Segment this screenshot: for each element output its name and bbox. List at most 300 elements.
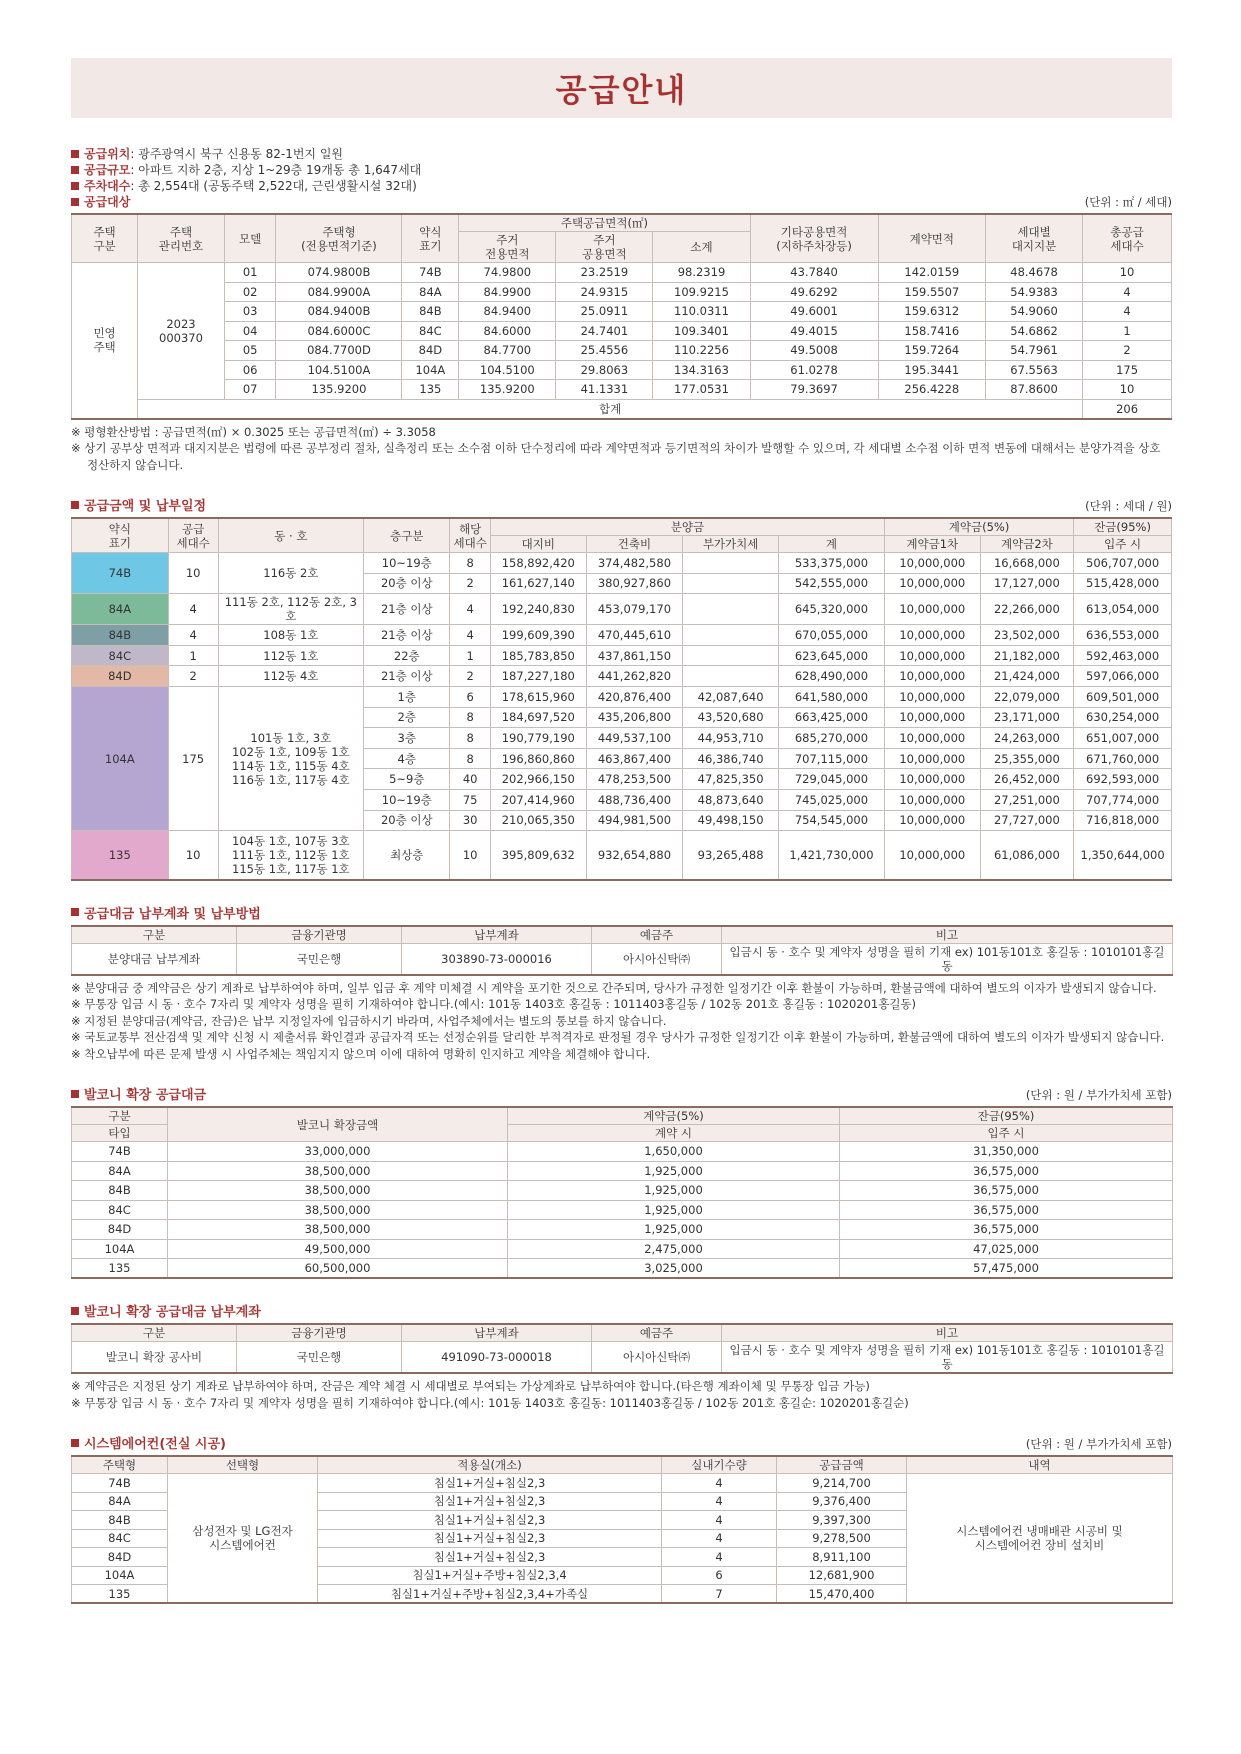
table-cell: 628,490,000 [778,666,884,687]
table-cell: 636,553,000 [1074,625,1172,646]
table-row [72,1161,1173,1181]
table-cell: 합계 [138,399,1083,419]
table-row [72,1181,1173,1201]
table-cell: 716,818,000 [1074,810,1172,831]
table-header-cell: 계약금1차 [884,536,980,553]
table-header-cell: 계약면적 [878,214,985,263]
table-cell: 1,650,000 [508,1142,840,1162]
table-header-cell: 세대별 대지지분 [986,214,1083,263]
table-cell: 48.4678 [986,263,1083,283]
table-cell: 02 [224,282,276,302]
table-cell: 삼성전자 및 LG전자 시스템에어컨 [168,1474,318,1604]
table-cell: 21,424,000 [980,666,1074,687]
table-cell: 533,375,000 [778,553,884,574]
table-cell: 4 [1083,282,1172,302]
table-cell: 31,350,000 [840,1142,1173,1162]
table-cell: 10,000,000 [884,594,980,625]
table-cell: 10,000,000 [884,707,980,728]
table-cell: 74B [72,1474,168,1493]
table-cell: 202,966,150 [490,769,586,790]
table-cell: 국민은행 [237,1342,402,1374]
table-cell: 24.9315 [556,282,653,302]
table-cell: 1층 [364,686,450,707]
table-cell: 199,609,390 [490,625,586,646]
table-cell: 10,000,000 [884,553,980,574]
table-cell: 25.0911 [556,302,653,322]
table-cell: 84B [402,302,459,322]
table-header-cell: 비고 [722,926,1173,944]
table-cell: 4 [168,594,218,625]
account-table [71,925,1173,976]
table-header-cell: 약식 표기 [72,518,169,553]
table-cell [683,573,779,594]
table-cell: 75 [450,789,491,810]
table-cell: 84C [402,321,459,341]
table-cell: 38,500,000 [168,1181,508,1201]
table-row [72,1239,1173,1259]
section-balcony: 발코니 확장 공급대금 (단위 : 원 / 부가가치세 포함) [71,1084,1172,1103]
table-header-cell: 비고 [722,1324,1173,1342]
table-cell: 1,925,000 [508,1220,840,1240]
table-cell: 입금시 동 · 호수 및 계약자 성명을 필히 기재 ex) 101동101호 홍길동 : 1010101홍길동 [722,943,1173,975]
table-cell: 9,278,500 [777,1529,907,1548]
table-cell: 4 [662,1474,777,1493]
table-row [72,686,1172,707]
bullet-icon [71,198,79,206]
table-cell: 침실1+거실+침실2,3 [318,1492,662,1511]
table-cell: 26,452,000 [980,769,1074,790]
table-cell: 10 [1083,263,1172,283]
table-cell: 30 [450,810,491,831]
table-cell: 60,500,000 [168,1259,508,1279]
table-cell: 449,537,100 [586,728,683,749]
table-row [72,594,1172,625]
table-cell: 10,000,000 [884,573,980,594]
table-cell: 24.7401 [556,321,653,341]
table-cell: 435,206,800 [586,707,683,728]
table-cell: 22층 [364,645,450,666]
table-header-cell: 해당 세대수 [450,518,491,553]
table-header-cell: 주택 구분 [72,214,138,263]
table-row [72,1220,1173,1240]
table-cell: 692,593,000 [1074,769,1172,790]
table-cell: 침실1+거실+주방+침실2,3,4+가족실 [318,1585,662,1604]
table-cell: 4 [662,1548,777,1567]
table-cell: 645,320,000 [778,594,884,625]
table-header-cell: 소계 [653,232,750,263]
table-header-cell: 계약금2차 [980,536,1074,553]
table-header-cell: 모델 [224,214,276,263]
table-cell: 195.3441 [878,360,985,380]
table-cell: 8 [450,748,491,769]
bullet-icon [71,150,79,158]
table-cell: 109.9215 [653,282,750,302]
table-cell: 4 [662,1511,777,1530]
table-cell: 54.7961 [986,341,1083,361]
table-cell: 187,227,180 [490,666,586,687]
note-item: ※ 분양대금 중 계약금은 상기 계좌로 납부하여야 하며, 일부 입금 후 계약 미체결 시 계약을 포기한 것으로 간주되며, 당사가 규정한 일정기간 이후 환불이 가능하며, 환불금액에 대하여 별도의 이자가 발생되지 않습니다. [71,980,1157,995]
table-header-cell: 기타공용면적 (지하주차장등) [750,214,878,263]
table-cell: 158,892,420 [490,553,586,574]
table-cell: 4 [1083,302,1172,322]
table-cell: 38,500,000 [168,1161,508,1181]
table-cell: 2 [168,666,218,687]
table-header-cell: 동 · 호 [218,518,364,553]
table-cell: 110.2256 [653,341,750,361]
table-cell: 20층 이상 [364,573,450,594]
table-cell [683,666,779,687]
table-cell: 110.0311 [653,302,750,322]
table-cell: 104A [402,360,459,380]
page-title: 공급안내 [555,71,688,109]
table-cell: 613,054,000 [1074,594,1172,625]
table-cell: 478,253,500 [586,769,683,790]
table-cell: 23.2519 [556,263,653,283]
table-cell: 135 [72,1259,168,1279]
table-row [72,518,1172,536]
table-cell: 93,265,488 [683,831,779,880]
table-cell: 8 [450,707,491,728]
table-header-cell: 계약금(5%) [508,1107,840,1125]
table-cell: 10~19층 [364,553,450,574]
table-cell: 159.5507 [878,282,985,302]
table-cell: 488,736,400 [586,789,683,810]
table-cell: 38,500,000 [168,1200,508,1220]
table-cell: 01 [224,263,276,283]
table-header-cell: 잔금(95%) [840,1107,1173,1125]
table-cell: 10,000,000 [884,789,980,810]
type-badge: 84C [72,645,169,666]
note-item: ※ 계약금은 지정된 상기 계좌로 납부하여야 하며, 잔금은 계약 체결 시 세대별로 부여되는 가상계좌로 납부하여야 합니다.(타은행 계좌이체 및 무통장 입금 가능) [71,1379,870,1394]
table-cell: 1,925,000 [508,1161,840,1181]
table-header-cell: 분양금 [490,518,884,536]
table-cell: 1,925,000 [508,1200,840,1220]
table-cell: 10 [168,831,218,880]
table-row [72,360,1172,380]
table-cell: 17,127,000 [980,573,1074,594]
table-cell: 36,575,000 [840,1220,1173,1240]
table-cell: 46,386,740 [683,748,779,769]
table-cell: 104동 1호, 107동 3호 111동 1호, 112동 1호 115동 1호, 117동 1호 [218,831,364,880]
table-cell: 아시아신탁㈜ [592,943,722,975]
table-cell: 4 [450,625,491,646]
table-row [72,1456,1173,1474]
table-cell: 43.7840 [750,263,878,283]
note-item: ※ 지정된 분양대금(계약금, 잔금)은 납부 지정일자에 입금하시기 바라며, 사업주체에서는 별도의 통보를 하지 않습니다. [71,1013,667,1028]
unit-label: (단위 : ㎡ / 세대) [1084,195,1172,209]
table-cell: 380,927,860 [586,573,683,594]
table-cell: 57,475,000 [840,1259,1173,1279]
table-cell: 54.9060 [986,302,1083,322]
table-cell: 8,911,100 [777,1548,907,1567]
table-cell: 98.2319 [653,263,750,283]
table-cell: 47,825,350 [683,769,779,790]
table-cell: 623,645,000 [778,645,884,666]
table-cell: 10,000,000 [884,728,980,749]
table-cell: 84.7700 [459,341,556,361]
table-cell: 79.3697 [750,380,878,400]
table-cell: 49.6292 [750,282,878,302]
table-cell: 463,867,400 [586,748,683,769]
table-cell: 침실1+거실+침실2,3 [318,1511,662,1530]
note-item: ※ 평형환산방법 : 공급면적(㎡) × 0.3025 또는 공급면적(㎡) ÷ 3.3058 [71,424,436,439]
table-cell: 206 [1083,399,1172,419]
table-cell: 932,654,880 [586,831,683,880]
balcony-account-notes [71,1378,1172,1411]
table-cell: 1 [168,645,218,666]
table-cell: 256.4228 [878,380,985,400]
table-cell: 최상층 [364,831,450,880]
bullet-icon [71,166,79,174]
info-scale: 공급규모 : 아파트 지하 2층, 지상 1~29층 19개동 총 1,647세대 [71,162,1172,178]
info-parking: 주차대수 : 총 2,554대 (공동주택 2,522대, 근린생활시설 32대) [71,178,1172,194]
table-cell: 41.1331 [556,380,653,400]
table-cell: 185,783,850 [490,645,586,666]
bullet-icon [71,1439,79,1447]
table-row [72,1142,1173,1162]
table-cell: 2 [450,573,491,594]
table-cell: 분양대금 납부계좌 [72,943,237,975]
table-header-cell: 공급 세대수 [168,518,218,553]
table-cell: 10 [450,831,491,880]
table-cell: 10,000,000 [884,810,980,831]
bullet-icon [71,908,79,916]
table-cell: 49.4015 [750,321,878,341]
table-cell: 4 [662,1529,777,1548]
table-cell: 111동 2호, 112동 2호, 3호 [218,594,364,625]
table-cell: 4 [450,594,491,625]
table-cell: 84C [72,1529,168,1548]
table-cell: 142.0159 [878,263,985,283]
table-cell: 84B [72,1181,168,1201]
table-cell: 1,925,000 [508,1181,840,1201]
table-cell: 453,079,170 [586,594,683,625]
table-cell: 16,668,000 [980,553,1074,574]
table-cell: 084.6000C [276,321,402,341]
table-cell: 303890-73-000016 [402,943,592,975]
table-cell: 190,779,190 [490,728,586,749]
table-cell: 104.5100A [276,360,402,380]
bullet-icon [71,501,79,509]
table-cell: 87.8600 [986,380,1083,400]
table-cell: 84B [72,1511,168,1530]
table-row [72,214,1172,232]
table-cell: 207,414,960 [490,789,586,810]
table-cell: 74B [72,1142,168,1162]
table-cell: 3층 [364,728,450,749]
table-cell: 84A [72,1492,168,1511]
table-cell: 47,025,000 [840,1239,1173,1259]
table-cell: 9,376,400 [777,1492,907,1511]
account-notes [71,980,1172,1063]
table-cell: 592,463,000 [1074,645,1172,666]
table-cell: 10,000,000 [884,666,980,687]
table-cell: 06 [224,360,276,380]
table-header-cell: 납부계좌 [402,1324,592,1342]
table-header-cell: 예금주 [592,1324,722,1342]
table-header-cell: 건축비 [586,536,683,553]
table-header-cell: 계 [778,536,884,553]
table-cell: 109.3401 [653,321,750,341]
table-cell: 3,025,000 [508,1259,840,1279]
title-bar [71,58,1172,118]
table-header-cell: 금융기관명 [237,1324,402,1342]
table-header-cell: 납부계좌 [402,926,592,944]
table-cell: 177.0531 [653,380,750,400]
table-cell: 23,171,000 [980,707,1074,728]
table-cell: 54.6862 [986,321,1083,341]
table-cell: 27,251,000 [980,789,1074,810]
table-cell: 21층 이상 [364,625,450,646]
info-location: 공급위치 : 광주광역시 북구 신용동 82-1번지 일원 [71,146,1172,162]
table-header-cell: 금융기관명 [237,926,402,944]
table-header-cell: 대지비 [490,536,586,553]
section-balcony-account: 발코니 확장 공급대금 납부계좌 [71,1301,1172,1320]
type-badge: 74B [72,553,169,594]
table-header-cell: 입주 시 [1074,536,1172,553]
table-cell: 374,482,580 [586,553,683,574]
table-row [72,263,1172,283]
table-cell: 4 [168,625,218,646]
table-cell: 2,475,000 [508,1239,840,1259]
table-cell: 36,575,000 [840,1181,1173,1201]
type-badge: 104A [72,686,169,830]
table-cell: 158.7416 [878,321,985,341]
table-cell: 04 [224,321,276,341]
table-cell: 2 [1083,341,1172,361]
table-cell: 20층 이상 [364,810,450,831]
table-cell: 135 [72,1585,168,1604]
table-header-cell: 주거 전용면적 [459,232,556,263]
table-row [72,1474,1173,1493]
table-header-cell: 적용실(개소) [318,1456,662,1474]
table-row [72,1107,1173,1125]
table-cell: 135 [402,380,459,400]
table-cell: 4 [662,1492,777,1511]
type-badge: 84A [72,594,169,625]
table-cell: 84.9900 [459,282,556,302]
table-cell: 2 [450,666,491,687]
table-header-cell: 약식 표기 [402,214,459,263]
note-item: ※ 착오납부에 따른 문제 발생 시 사업주체는 책임지지 않으며 이에 대하여 명확히 인지하고 계약을 체결해야 합니다. [71,1046,651,1061]
table-cell: 084.7700D [276,341,402,361]
table-header-cell: 실내기수량 [662,1456,777,1474]
table-row [72,302,1172,322]
table-cell: 22,079,000 [980,686,1074,707]
table-header-cell: 부가가치세 [683,536,779,553]
table-header-cell: 발코니 확장금액 [168,1107,508,1142]
table-cell: 10,000,000 [884,645,980,666]
table-cell: 4층 [364,748,450,769]
table-cell: 210,065,350 [490,810,586,831]
table-cell: 10 [168,553,218,594]
table-cell: 104A [72,1239,168,1259]
table-cell: 21,182,000 [980,645,1074,666]
table-cell: 침실1+거실+침실2,3 [318,1529,662,1548]
table-cell: 116동 2호 [218,553,364,594]
table-cell: 104.5100 [459,360,556,380]
table-cell: 641,580,000 [778,686,884,707]
table-cell: 2층 [364,707,450,728]
table-cell: 609,501,000 [1074,686,1172,707]
table-header-cell: 타입 [72,1125,168,1142]
table-row [72,321,1172,341]
table-cell: 44,953,710 [683,728,779,749]
table-cell: 07 [224,380,276,400]
table-cell: 441,262,820 [586,666,683,687]
table-cell: 38,500,000 [168,1220,508,1240]
table-cell: 135.9200 [459,380,556,400]
table-header-cell: 층구분 [364,518,450,553]
table-cell: 1 [1083,321,1172,341]
table-cell: 12,681,900 [777,1566,907,1585]
table-cell: 25,355,000 [980,748,1074,769]
table-cell: 651,007,000 [1074,728,1172,749]
table-cell: 671,760,000 [1074,748,1172,769]
table-cell: 48,873,640 [683,789,779,810]
table-header-cell: 선택형 [168,1456,318,1474]
table-row [72,666,1172,687]
table-cell: 491090-73-000018 [402,1342,592,1374]
table-cell: 506,707,000 [1074,553,1172,574]
table-header-cell: 잔금(95%) [1074,518,1172,536]
table-cell: 084.9400B [276,302,402,322]
table-cell: 03 [224,302,276,322]
table-row [72,553,1172,574]
bullet-icon [71,1090,79,1098]
table-row [72,645,1172,666]
note-item: ※ 무통장 입금 시 동 · 호수 7자리 및 계약자 성명을 필히 기재하여야 합니다.(예시: 101동 1403호 홍길동 : 1011403홍길동 / 102동 201호 홍길동 : 1020201홍길동) [71,997,917,1012]
table-cell: 112동 1호 [218,645,364,666]
table-cell: 597,066,000 [1074,666,1172,687]
table-cell: 49.5008 [750,341,878,361]
table-header-cell: 구분 [72,1107,168,1125]
section-supply-target: 공급대상 (단위 : ㎡ / 세대) [71,194,1172,210]
table-cell: 43,520,680 [683,707,779,728]
table-header-cell: 계약금(5%) [884,518,1073,536]
table-cell: 84.6000 [459,321,556,341]
table-cell: 134.3163 [653,360,750,380]
table-header-cell: 주거 공용면적 [556,232,653,263]
table-cell: 10,000,000 [884,625,980,646]
table-cell: 159.7264 [878,341,985,361]
table-cell: 1,421,730,000 [778,831,884,880]
table-cell: 663,425,000 [778,707,884,728]
table-cell: 470,445,610 [586,625,683,646]
table-cell: 33,000,000 [168,1142,508,1162]
table-header-cell: 계약 시 [508,1125,840,1142]
table-cell: 입금시 동 · 호수 및 계약자 성명을 필히 기재 ex) 101동101호 홍길동 : 1010101홍길동 [722,1342,1173,1374]
table-header-cell: 내역 [907,1456,1173,1474]
table-cell: 22,266,000 [980,594,1074,625]
table-cell: 112동 4호 [218,666,364,687]
table-cell: 84D [402,341,459,361]
table-cell: 6 [662,1566,777,1585]
table-cell: 729,045,000 [778,769,884,790]
page [71,58,1172,1604]
table-cell: 104A [72,1566,168,1585]
note-item: ※ 무통장 입금 시 동 · 호수 7자리 및 계약자 성명을 필히 기재하여야 합니다.(예시: 101동 1403호 홍길동: 1011403홍길동 / 102동 201호 홍길순: 1020201홍길순) [71,1395,909,1410]
table-cell: 25.4556 [556,341,653,361]
table-cell: 67.5563 [986,360,1083,380]
type-badge: 84D [72,666,169,687]
table-cell: 40 [450,769,491,790]
table-header-cell: 주택형 (전용면적기준) [276,214,402,263]
table-row [72,341,1172,361]
table-cell: 084.9900A [276,282,402,302]
table-cell: 437,861,150 [586,645,683,666]
table-cell: 420,876,400 [586,686,683,707]
